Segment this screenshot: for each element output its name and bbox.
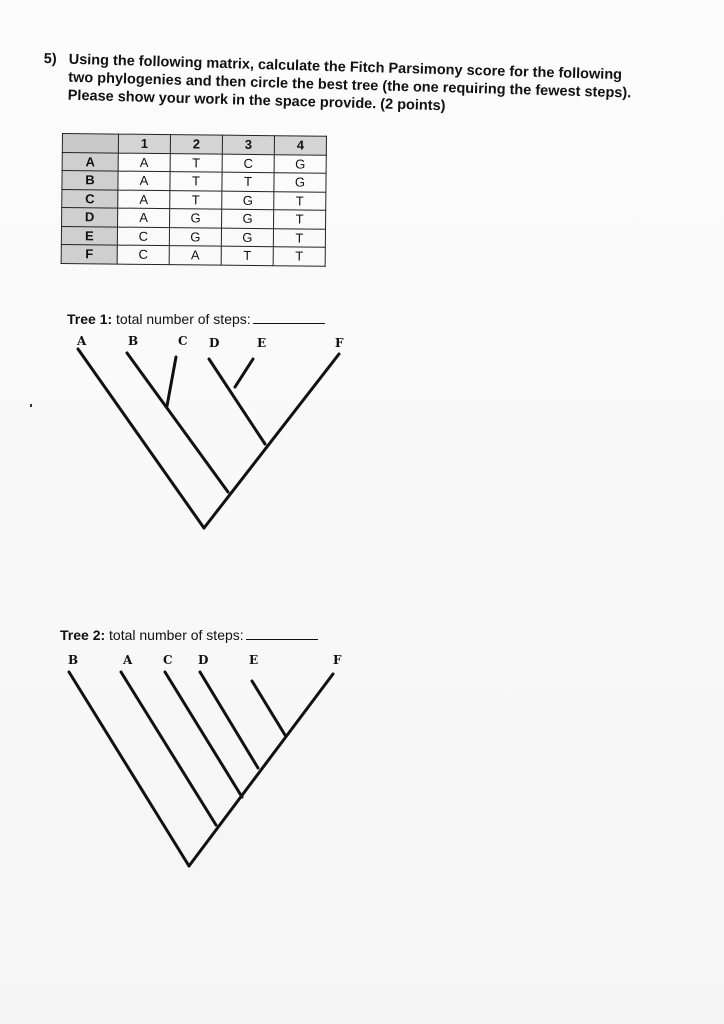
tree2-taxon-label: A xyxy=(123,653,133,667)
tree2-branch xyxy=(121,672,216,825)
matrix-cell: A xyxy=(118,153,170,172)
tree2-taxon-label: F xyxy=(333,653,342,667)
question-number: 5) xyxy=(43,50,57,68)
matrix-row-label: F xyxy=(61,244,117,263)
question-5 xyxy=(42,50,643,121)
matrix-row xyxy=(61,244,325,265)
tree1-branch xyxy=(127,353,228,492)
matrix-cell: G xyxy=(170,209,222,228)
matrix-cell: T xyxy=(274,210,326,229)
matrix-cell: A xyxy=(169,246,221,265)
matrix-cell: T xyxy=(273,228,325,247)
matrix-col-header: 4 xyxy=(274,136,326,155)
tree1-taxon-label: C xyxy=(178,334,188,348)
matrix-cell: T xyxy=(222,172,274,191)
tree1-taxon-label: B xyxy=(128,334,139,348)
tree2-taxon-label: C xyxy=(163,653,173,667)
matrix-cell: C xyxy=(117,245,169,264)
matrix-cell: T xyxy=(274,191,326,210)
tree1-branch xyxy=(209,359,265,444)
matrix-cell: G xyxy=(222,209,274,228)
tree2-branch xyxy=(189,674,333,866)
matrix-cell: G xyxy=(221,228,273,247)
tree1-branch xyxy=(167,357,176,406)
tree1-branches xyxy=(78,349,339,528)
matrix-corner xyxy=(62,134,118,153)
matrix-cell: T xyxy=(170,190,222,209)
matrix-col-header: 2 xyxy=(170,135,222,154)
matrix-cell: T xyxy=(170,172,222,191)
matrix-row-label: D xyxy=(62,208,118,227)
tree1-taxon-label: E xyxy=(257,336,267,350)
matrix-cell: T xyxy=(221,246,273,265)
paper-speck xyxy=(30,404,32,407)
tree2-taxon-label: E xyxy=(249,653,259,667)
matrix-cell: G xyxy=(274,173,326,192)
matrix-cell: G xyxy=(222,191,274,210)
matrix-cell: C xyxy=(222,154,274,173)
tree1-answer-blank[interactable] xyxy=(253,311,325,324)
character-matrix xyxy=(61,133,327,266)
tree2-branch xyxy=(165,672,242,797)
tree1-taxon-label: D xyxy=(209,336,220,350)
tree2-branch xyxy=(252,681,285,735)
matrix-row-label: C xyxy=(62,189,118,208)
tree2-branch xyxy=(69,672,189,866)
tree2-branches xyxy=(69,672,333,866)
matrix-cell: T xyxy=(170,153,222,172)
tree1-taxon-label: F xyxy=(335,336,344,350)
matrix-col-header: 3 xyxy=(222,135,274,154)
matrix-col-header: 1 xyxy=(118,134,170,153)
tree2-taxon-label: D xyxy=(198,653,209,667)
tree2-taxon-label: B xyxy=(68,653,79,667)
matrix-row-label: B xyxy=(62,171,118,190)
matrix-cell: A xyxy=(118,208,170,227)
matrix-row-label: A xyxy=(62,152,118,171)
tree1-title-bold: Tree 1: xyxy=(67,311,113,327)
tree1-title xyxy=(67,311,325,327)
matrix-cell: A xyxy=(118,171,170,190)
tree2-title-rest: total number of steps: xyxy=(105,627,244,643)
tree1-branch xyxy=(204,354,339,528)
question-text: Using the following matrix, calculate the Fitch Parsimony score for the following two phylogenies and then circle the best tree (the one requiring the fewest steps). Please show your work in the space provide. (2 points) xyxy=(67,51,632,115)
tree1-branch xyxy=(235,359,253,387)
matrix-cell: G xyxy=(169,227,221,246)
tree2-branch xyxy=(200,672,258,768)
tree2-answer-blank[interactable] xyxy=(246,627,318,640)
tree2-title-bold: Tree 2: xyxy=(60,627,106,643)
tree2-title xyxy=(60,627,318,643)
matrix-cell: G xyxy=(274,154,326,173)
tree1-taxon-label: A xyxy=(77,334,87,348)
tree1-branch xyxy=(78,349,204,528)
matrix-row-label: E xyxy=(61,226,117,245)
tree1-title-rest: total number of steps: xyxy=(112,311,251,327)
matrix-cell: A xyxy=(118,190,170,209)
matrix-cell: C xyxy=(117,227,169,246)
matrix-cell: T xyxy=(273,247,325,266)
